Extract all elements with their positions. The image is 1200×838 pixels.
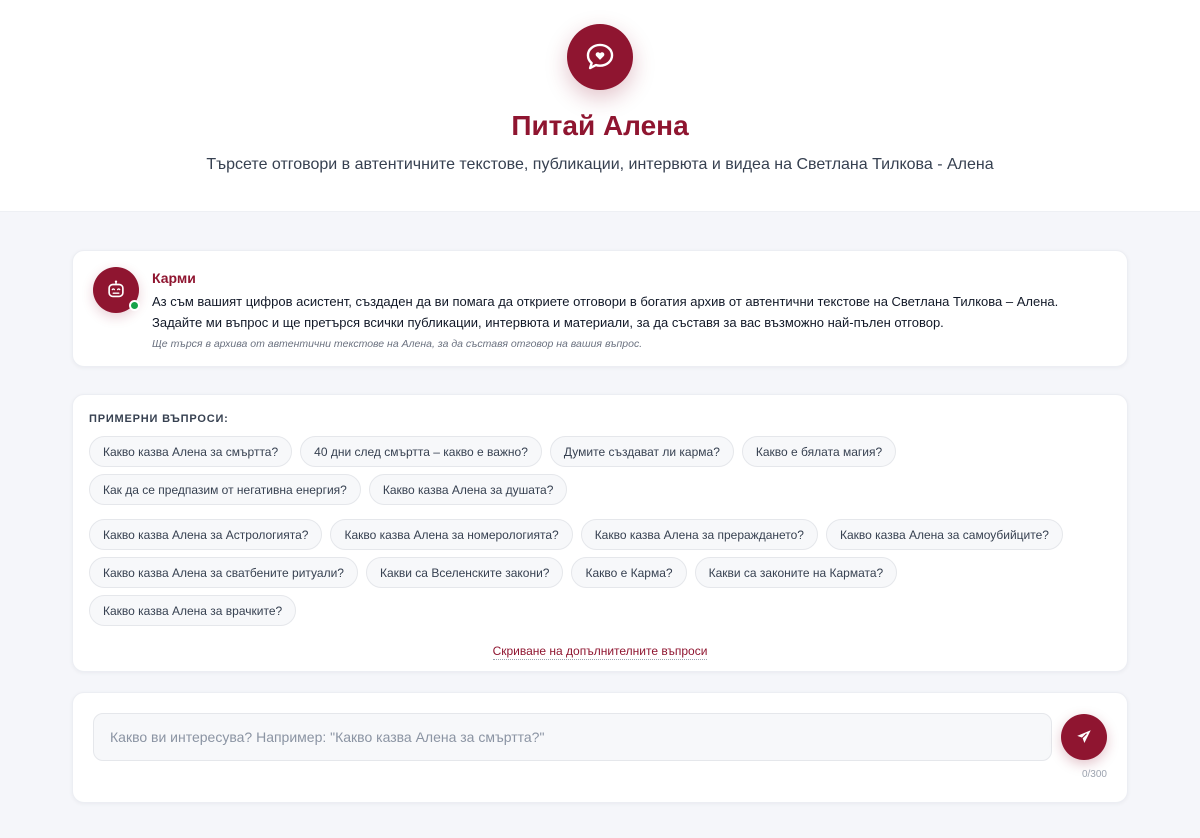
assistant-note: Ще търся в архива от автентични текстове на Алена, за да съставя отговор на вашия въпрос. (152, 338, 643, 350)
example-questions-card (72, 394, 1128, 672)
example-question-chip[interactable]: Какво казва Алена за душата? (369, 474, 568, 505)
example-question-chip[interactable]: Какво е Карма? (571, 557, 686, 588)
assistant-name: Карми (152, 270, 196, 286)
send-icon (1075, 728, 1093, 746)
example-question-chip[interactable]: Думите създават ли карма? (550, 436, 734, 467)
robot-icon (105, 279, 127, 301)
assistant-message: Аз съм вашият цифров асистент, създаден да ви помага да откриете отговори в богатия архив от автентични текстове на Светлана Тилкова – Алена. Задайте ми въпрос и ще претърся всички публикации, интервюта и материали, за да съставя за вас възможно най-пълен отговор. (152, 294, 1059, 330)
main-content (72, 250, 1128, 803)
example-question-chip[interactable]: Какво казва Алена за сватбените ритуали? (89, 557, 358, 588)
assistant-avatar (93, 267, 139, 313)
logo (567, 24, 633, 90)
character-counter: 0/300 (1081, 769, 1107, 780)
assistant-greeting-card (72, 250, 1128, 367)
page-subtitle: Търсете отговори в автентичните текстове, публикации, интервюта и видеа на Светлана Тилкова - Алена (206, 156, 994, 173)
question-input[interactable] (93, 713, 1052, 761)
page-header (0, 0, 1200, 212)
send-button[interactable] (1061, 714, 1107, 760)
hide-extra-questions-link[interactable]: Скриване на допълнителните въпроси (492, 644, 708, 658)
examples-heading: ПРИМЕРНИ ВЪПРОСИ: (89, 413, 229, 425)
example-question-chip[interactable]: Какво казва Алена за самоубийците? (826, 519, 1063, 550)
question-composer (72, 692, 1128, 803)
example-question-chip[interactable]: Какво казва Алена за Астрологията? (89, 519, 322, 550)
page-title: Питай Алена (511, 110, 689, 141)
example-question-chip[interactable]: Как да се предпазим от негативна енергия? (89, 474, 361, 505)
example-question-list (89, 436, 1099, 626)
example-question-chip[interactable]: Какво казва Алена за прераждането? (581, 519, 818, 550)
chat-heart-icon (583, 40, 617, 74)
example-question-chip[interactable]: Какви са законите на Кармата? (695, 557, 898, 588)
example-question-chip[interactable]: Какво казва Алена за врачките? (89, 595, 296, 626)
example-question-chip[interactable]: Какво казва Алена за номерологията? (330, 519, 572, 550)
example-question-chip[interactable]: Какво казва Алена за смъртта? (89, 436, 292, 467)
example-question-chip[interactable]: Какво е бялата магия? (742, 436, 896, 467)
online-status-dot (129, 300, 140, 311)
example-question-chip[interactable]: Какви са Вселенските закони? (366, 557, 563, 588)
example-question-chip[interactable]: 40 дни след смъртта – какво е важно? (300, 436, 542, 467)
